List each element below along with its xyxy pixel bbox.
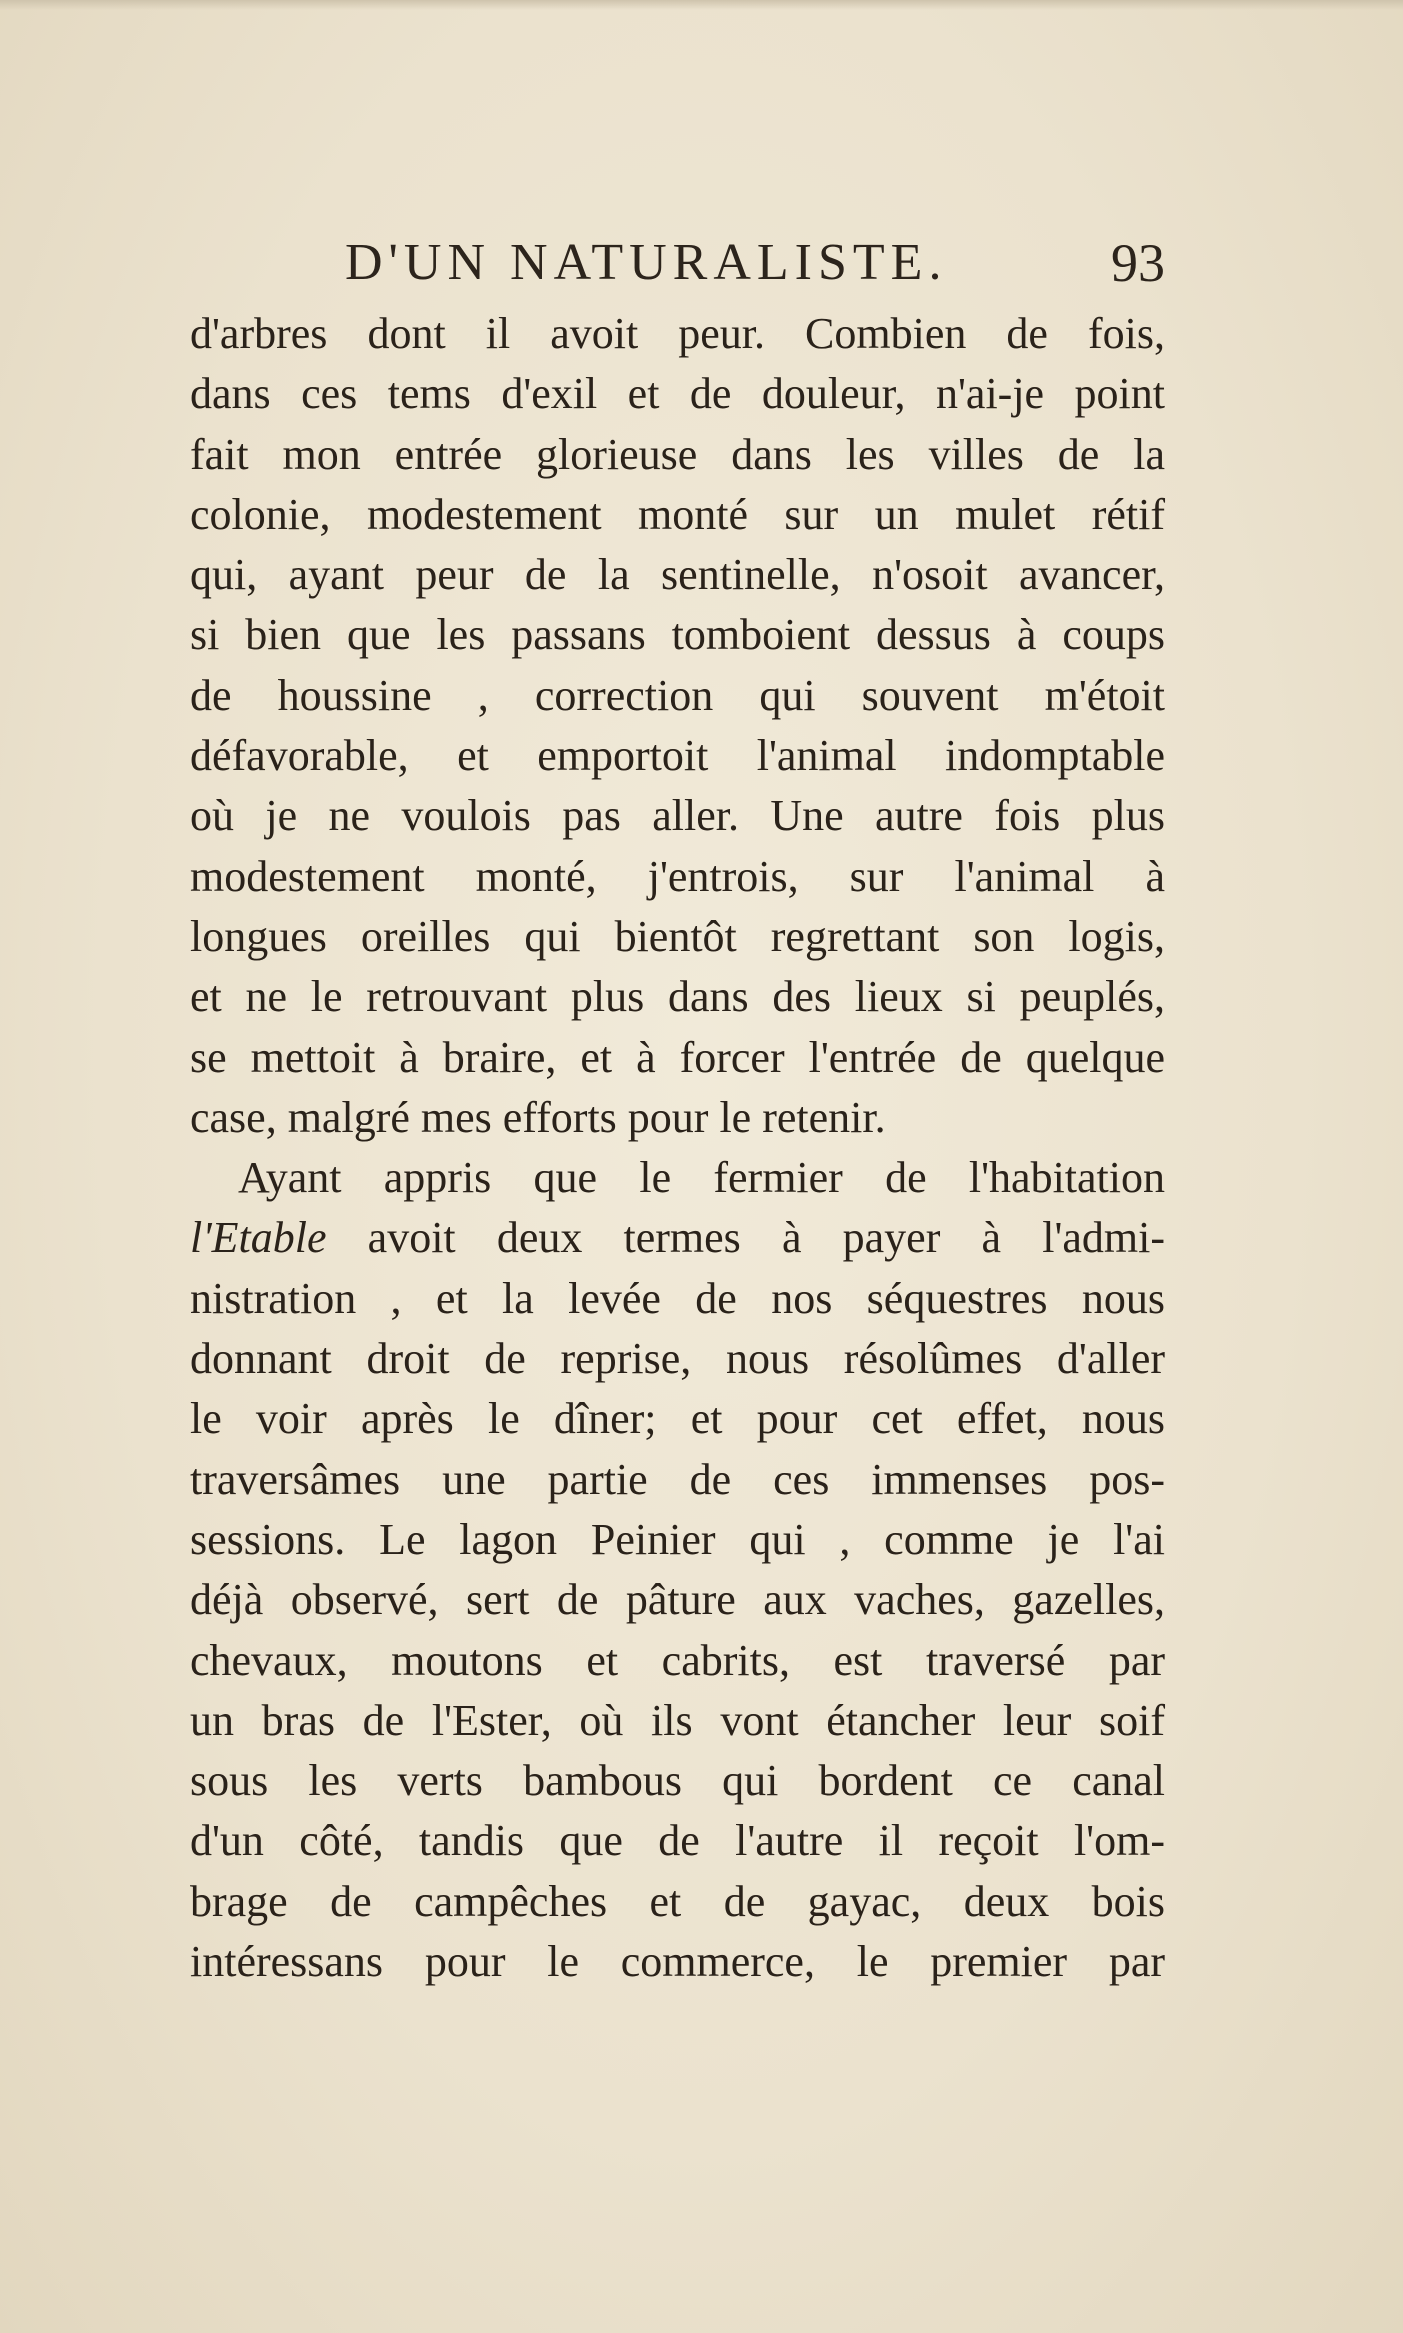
text-line: fait mon entrée glorieuse dans les villes de la	[190, 429, 1165, 479]
running-head-title: D'UN NATURALISTE.	[345, 234, 948, 291]
body-text	[190, 304, 1165, 1992]
text-line: dans ces tems d'exil et de douleur, n'ai-je point	[190, 369, 1165, 419]
text-line-rest: avoit deux termes à payer à l'admi-	[367, 1213, 1166, 1263]
text-line: se mettoit à braire, et à forcer l'entrée de quelque	[190, 1032, 1165, 1082]
text-line: de houssine , correction qui souvent m'étoit	[190, 670, 1165, 720]
text-line: intéressans pour le commerce, le premier par	[190, 1937, 1165, 1987]
text-line: d'un côté, tandis que de l'autre il reçoit l'om-	[190, 1816, 1165, 1866]
text-line: modestement monté, j'entrois, sur l'animal à	[190, 851, 1165, 901]
text-line: sous les verts bambous qui bordent ce canal	[190, 1756, 1165, 1806]
text-line: où je ne voulois pas aller. Une autre fois plus	[190, 791, 1165, 841]
text-line: longues oreilles qui bientôt regrettant son logis,	[190, 911, 1165, 961]
paragraph-end-line: case, malgré mes efforts pour le retenir.	[190, 1092, 886, 1142]
text-line: traversâmes une partie de ces immenses pos-	[190, 1454, 1165, 1504]
page-number: 93	[1111, 233, 1165, 293]
paragraph-start-line: Ayant appris que le fermier de l'habitation	[238, 1153, 1165, 1203]
text-line: sessions. Le lagon Peinier qui , comme je l'ai	[190, 1514, 1165, 1564]
text-line: si bien que les passans tomboient dessus à coups	[190, 610, 1165, 660]
text-line: chevaux, moutons et cabrits, est traversé par	[190, 1635, 1165, 1685]
text-line: d'arbres dont il avoit peur. Combien de fois,	[190, 309, 1165, 358]
text-line: déjà observé, sert de pâture aux vaches, gazelles,	[190, 1575, 1165, 1625]
text-line: donnant droit de reprise, nous résolûmes d'aller	[190, 1334, 1165, 1384]
text-line: le voir après le dîner; et pour cet effet, nous	[190, 1394, 1165, 1444]
text-line: défavorable, et emportoit l'animal indomptable	[190, 731, 1165, 781]
text-line-italic-lead	[190, 1208, 1165, 1268]
italic-place-name: l'Etable	[190, 1213, 327, 1263]
text-line: colonie, modestement monté sur un mulet rétif	[190, 489, 1165, 539]
text-line: nistration , et la levée de nos séquestres nous	[190, 1273, 1165, 1323]
running-head	[190, 228, 1165, 298]
text-line: brage de campêches et de gayac, deux bois	[190, 1876, 1165, 1926]
page-top-edge	[0, 0, 1403, 10]
text-line: un bras de l'Ester, où ils vont étancher leur soif	[190, 1695, 1165, 1745]
text-line: et ne le retrouvant plus dans des lieux si peuplés,	[190, 972, 1165, 1022]
text-line: qui, ayant peur de la sentinelle, n'osoit avancer,	[190, 550, 1165, 600]
